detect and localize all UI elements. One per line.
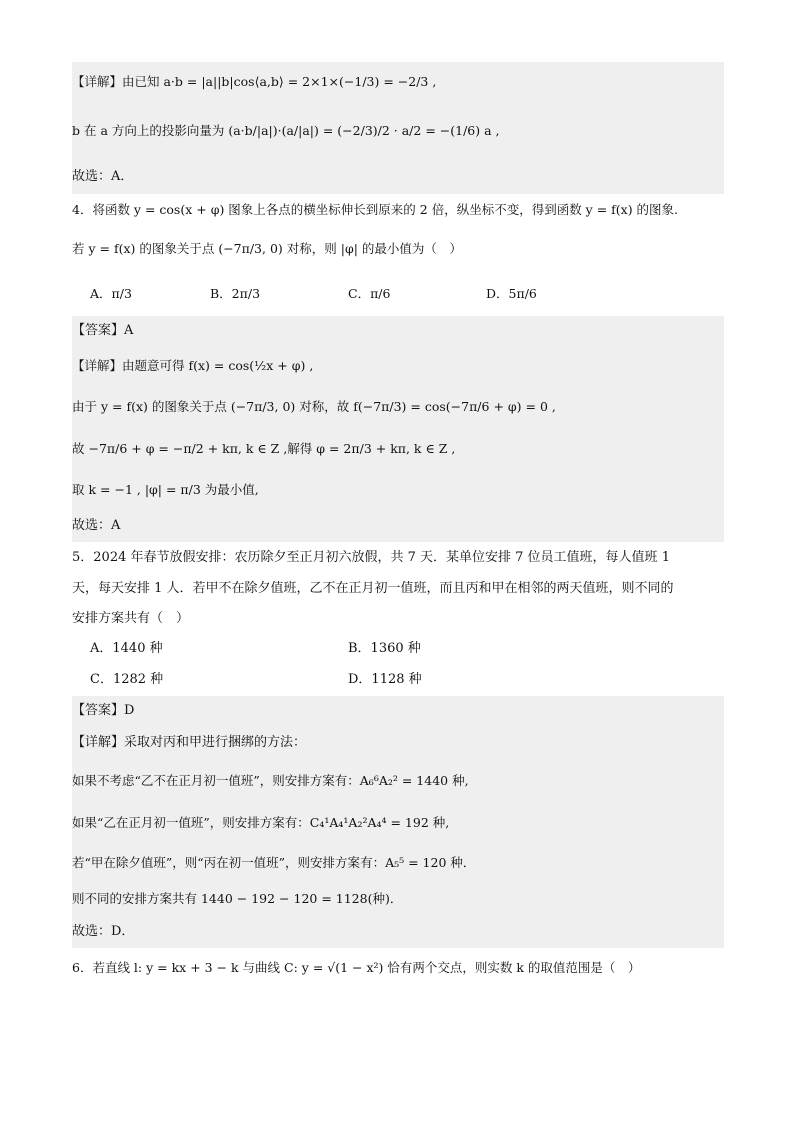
q3-detail-line1: 【详解】由已知 a·b = |a||b|cos⟨a,b⟩ = 2×1×(−1/3) = −2/3 , xyxy=(72,74,437,89)
q5-option-a: A．1440 种 xyxy=(90,641,163,656)
q6-stem-line1: 6．若直线 l: y = kx + 3 − k 与曲线 C: y = √(1 − x²) 恰有两个交点，则实数 k 的取值范围是（ ） xyxy=(72,960,641,975)
q5-options-row2 xyxy=(72,664,724,696)
document-page xyxy=(72,62,724,988)
q5-detail-line3: 如果“乙在正月初一值班”，则安排方案有：C₄¹A₄¹A₂²A₄⁴ = 192 种, xyxy=(72,815,450,830)
q5-detail-line4: 若“甲在除夕值班”，则“丙在初一值班”，则安排方案有：A₅⁵ = 120 种． xyxy=(72,855,476,870)
q4-detail-line2: 由于 y = f(x) 的图象关于点 (−7π/3, 0) 对称，故 f(−7π/3) = cos(−7π/6 + φ) = 0 , xyxy=(72,399,556,414)
q5-option-b: B．1360 种 xyxy=(348,641,421,656)
q5-options-row1 xyxy=(72,634,724,664)
q5-detail-line2: 如果不考虑“乙不在正月初一值班”，则安排方案有：A₆⁶A₂² = 1440 种, xyxy=(72,773,469,788)
q5-answer: 【答案】D xyxy=(72,703,135,718)
q5-stem-line1: 5．2024 年春节放假安排：农历除夕至正月初六放假，共 7 天．某单位安排 7 位员工值班，每人值班 1 xyxy=(72,550,670,565)
q4-choice: 故选：A xyxy=(72,518,121,533)
q4-stem-line2: 若 y = f(x) 的图象关于点 (−7π/3, 0) 对称，则 |φ| 的最小值为（ ） xyxy=(72,241,462,256)
q4-option-c: C．π/6 xyxy=(348,286,391,301)
q4-answer-block xyxy=(72,316,724,542)
q5-option-c: C．1282 种 xyxy=(90,672,164,687)
q5-option-d: D．1128 种 xyxy=(348,672,422,687)
q5-stem-line2: 天，每天安排 1 人．若甲不在除夕值班，乙不在正月初一值班，而且丙和甲在相邻的两天值班，则不同的 xyxy=(72,581,674,596)
q5-answer-block xyxy=(72,696,724,948)
q5-detail-line5: 则不同的安排方案共有 1440 − 192 − 120 = 1128(种)． xyxy=(72,891,403,906)
q3-detail-block xyxy=(72,62,724,194)
q4-option-a: A．π/3 xyxy=(90,286,132,301)
q3-detail-line2: b 在 a 方向上的投影向量为 (a·b/|a|)·(a/|a|) = (−2/3)/2 · a/2 = −(1/6) a , xyxy=(72,123,500,138)
q3-choice: 故选：A． xyxy=(72,169,134,184)
q5-choice: 故选：D． xyxy=(72,924,135,939)
q4-stem-line1: 4．将函数 y = cos(x + φ) 图象上各点的横坐标伸长到原来的 2 倍，纵坐标不变，得到函数 y = f(x) 的图象. xyxy=(72,202,679,217)
q4-detail-line1: 【详解】由题意可得 f(x) = cos(½x + φ) , xyxy=(72,358,314,373)
q4-detail-line3: 故 −7π/6 + φ = −π/2 + kπ, k ∈ Z ,解得 φ = 2π/3 + kπ, k ∈ Z , xyxy=(72,441,456,456)
q4-option-b: B．2π/3 xyxy=(210,286,261,301)
q4-detail-line4: 取 k = −1 , |φ| = π/3 为最小值, xyxy=(72,482,259,497)
q5-detail-line1: 【详解】采取对丙和甲进行捆绑的方法： xyxy=(72,735,307,750)
q4-options xyxy=(72,272,724,316)
q5-stem-line3: 安排方案共有（ ） xyxy=(72,611,190,626)
q4-option-d: D．5π/6 xyxy=(486,286,537,301)
q4-answer: 【答案】A xyxy=(72,323,134,338)
